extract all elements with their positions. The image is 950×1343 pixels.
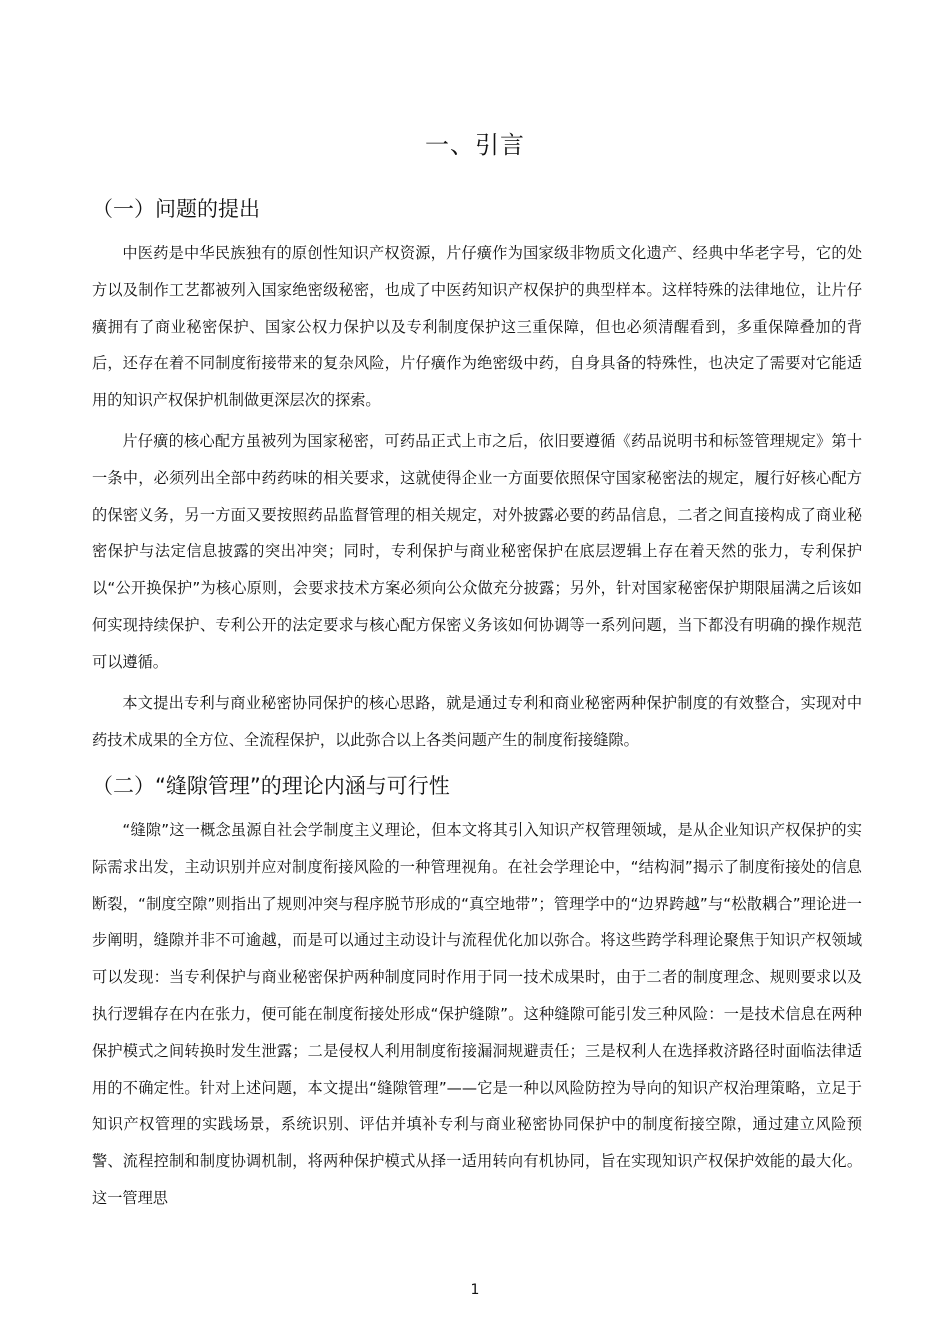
page-number: 1 xyxy=(470,1282,480,1298)
chapter-title: 一、引言 xyxy=(425,131,525,159)
section-heading-2: （二）“缝隙管理”的理论内涵与可行性 xyxy=(92,774,450,798)
paragraph: 本文提出专利与商业秘密协同保护的核心思路，就是通过专利和商业秘密两种保护制度的有效整合，实现对中药技术成果的全方位、全流程保护，以此弥合以上各类问题产生的制度衔接缝隙。 xyxy=(92,694,862,749)
section-heading-1: （一）问题的提出 xyxy=(92,197,260,221)
paragraph: 中医药是中华民族独有的原创性知识产权资源，片仔癀作为国家级非物质文化遗产、经典中华老字号，它的处方以及制作工艺都被列入国家绝密级秘密，也成了中医药知识产权保护的典型样本。这样特殊的法律地位，让片仔癀拥有了商业秘密保护、国家公权力保护以及专利制度保护这三重保障，但也必须清醒看到，多重保障叠加的背后，还存在着不同制度衔接带来的复杂风险，片仔癀作为绝密级中药，自身具备的特殊性，也决定了需要对它能适用的知识产权保护机制做更深层次的探索。 xyxy=(92,244,862,410)
paragraph: “缝隙”这一概念虽源自社会学制度主义理论，但本文将其引入知识产权管理领域，是从企业知识产权保护的实际需求出发，主动识别并应对制度衔接风险的一种管理视角。在社会学理论中，“结构洞”揭示了制度衔接处的信息断裂，“制度空隙”则指出了规则冲突与程序脱节形成的“真空地带”；管理学中的“边界跨越”与“松散耦合”理论进一步阐明，缝隙并非不可逾越，而是可以通过主动设计与流程优化加以弥合。将这些跨学科理论聚焦于知识产权领域可以发现：当专利保护与商业秘密保护两种制度同时作用于同一技术成果时，由于二者的制度理念、规则要求以及执行逻辑存在内在张力，便可能在制度衔接处形成“保护缝隙”。这种缝隙可能引发三种风险：一是技术信息在两种保护模式之间转换时发生泄露；二是侵权人利用制度衔接漏洞规避责任；三是权利人在选择救济路径时面临法律适用的不确定性。针对上述问题，本文提出“缝隙管理”——它是一种以风险防控为导向的知识产权治理策略，立足于知识产权管理的实践场景，系统识别、评估并填补专利与商业秘密协同保护中的制度衔接空隙，通过建立风险预警、流程控制和制度协调机制，将两种保护模式从择一适用转向有机协同，旨在实现知识产权保护效能的最大化。这一管理思 xyxy=(92,821,862,1207)
paragraph: 片仔癀的核心配方虽被列为国家秘密，可药品正式上市之后，依旧要遵循《药品说明书和标签管理规定》第十一条中，必须列出全部中药药味的相关要求，这就使得企业一方面要依照保守国家秘密法的规定，履行好核心配方的保密义务，另一方面又要按照药品监督管理的相关规定，对外披露必要的药品信息，二者之间直接构成了商业秘密保护与法定信息披露的突出冲突；同时，专利保护与商业秘密保护在底层逻辑上存在着天然的张力，专利保护以“公开换保护”为核心原则，会要求技术方案必须向公众做充分披露；另外，针对国家秘密保护期限届满之后该如何实现持续保护、专利公开的法定要求与核心配方保密义务该如何协调等一系列问题，当下都没有明确的操作规范可以遵循。 xyxy=(92,432,862,671)
